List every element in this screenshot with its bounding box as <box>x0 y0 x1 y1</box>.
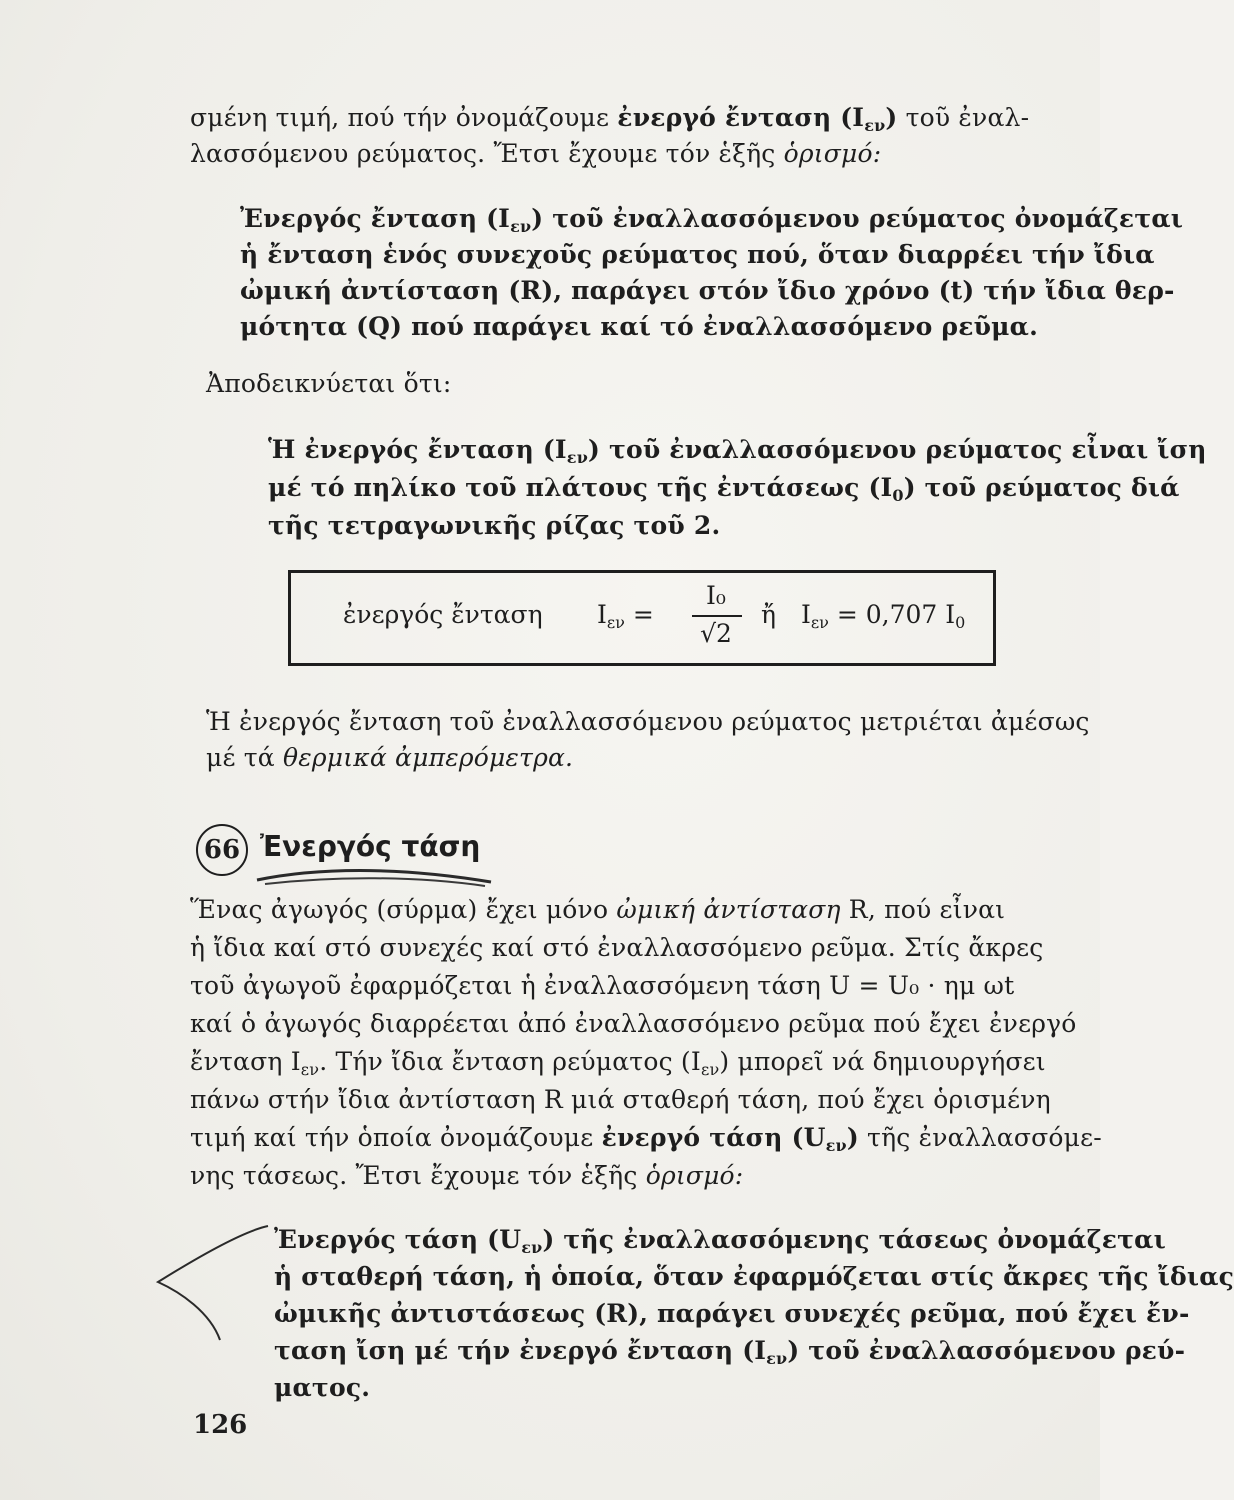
formula-box <box>288 570 996 666</box>
formula-rhs: $I_{\varepsilon\nu} = 0,707$ $I_0$ <box>801 600 966 632</box>
formula-label: ἐνεργός ἔνταση <box>343 600 543 629</box>
formula-lhs: $I_{\varepsilon\nu}$ = <box>597 600 654 632</box>
definition-voltage-line-2: ἡ σταθερή τάση, ἡ ὁποία, ὅταν ἐφαρμόζεται στίς ἄκρες τῆς ἴδιας <box>274 1262 1234 1291</box>
formula-numerator: I₀ <box>706 581 726 610</box>
definition-voltage-line-1: Ἐνεργός τάση $(U_{\varepsilon\nu})$ τῆς ἐναλλασσόμενης τάσεως ὀνομάζεται <box>274 1225 1166 1257</box>
fraction-bar <box>692 615 742 617</box>
theorem-line-2: μέ τό πηλίκο τοῦ πλάτους τῆς ἐντάσεως $(I_0)$ τοῦ ρεύματος διά <box>268 473 1180 505</box>
theorem-line-3: τῆς τετραγωνικῆς ρίζας τοῦ 2. <box>268 511 721 540</box>
section-body-line-1: Ἕνας ἀγωγός (σύρμα) ἔχει μόνο ὠμική ἀντίσταση R, πού εἶναι <box>190 895 1006 924</box>
section-body-line-2: ἡ ἴδια καί στό συνεχές καί στό ἐναλλασσόμενο ρεῦμα. Στίς ἄκρες <box>190 933 1044 962</box>
theorem-line-1: Ἡ ἐνεργός ἔνταση $(I_{\varepsilon\nu})$ τοῦ ἐναλλασσόμενου ρεύματος εἶναι ἴση <box>268 435 1207 467</box>
section-title: Ἐνεργός τάση <box>260 830 481 863</box>
formula-or: ἤ <box>761 600 776 629</box>
pencil-bracket-mark <box>150 1222 270 1342</box>
intro-line-1: σμένη τιμή, πού τήν ὀνομάζουμε ἐνεργό ἔνταση $(I_{\varepsilon\nu})$ τοῦ ἐναλ- <box>190 103 1030 135</box>
definition-current-line-3: ὠμική ἀντίσταση (R), παράγει στόν ἴδιο χρόνο (t) τήν ἴδια θερ- <box>240 276 1175 305</box>
section-body-line-5: ἔνταση $I_{\varepsilon\nu}$. Τήν ἴδια ἔνταση ρεύματος $(I_{\varepsilon\nu})$ μπορεῖ νά δημιουργήσει <box>190 1047 1046 1079</box>
section-body-line-7: τιμή καί τήν ὁποία ὀνομάζουμε ἐνεργό τάση $(U_{\varepsilon\nu})$ τῆς ἐναλλασσόμε- <box>190 1123 1102 1155</box>
section-number: 66 <box>196 824 248 876</box>
section-body-line-6: πάνω στήν ἴδια ἀντίσταση R μιά σταθερή τάση, πού ἔχει ὁρισμένη <box>190 1085 1051 1114</box>
definition-current-line-2: ἡ ἔνταση ἑνός συνεχοῦς ρεύματος πού, ὅταν διαρρέει τήν ἴδια <box>240 240 1155 269</box>
measurement-line-2: μέ τά θερμικά ἀμπερόμετρα. <box>206 743 574 772</box>
section-body-line-8: νης τάσεως. Ἔτσι ἔχουμε τόν ἑξῆς ὁρισμό: <box>190 1161 744 1190</box>
page-number: 126 <box>193 1410 248 1440</box>
pencil-underline-mark <box>255 862 495 892</box>
definition-voltage-line-5: ματος. <box>274 1373 371 1402</box>
definition-current-line-4: μότητα (Q) πού παράγει καί τό ἐναλλασσόμενο ρεῦμα. <box>240 312 1039 341</box>
section-body-line-3: τοῦ ἀγωγοῦ ἐφαρμόζεται ἡ ἐναλλασσόμενη τάση U = U₀ · ημ ωt <box>190 971 1015 1000</box>
measurement-line-1: Ἡ ἐνεργός ἔνταση τοῦ ἐναλλασσόμενου ρεύματος μετριέται ἀμέσως <box>206 707 1090 736</box>
definition-voltage-line-3: ὠμικῆς ἀντιστάσεως (R), παράγει συνεχές ρεῦμα, πού ἔχει ἔν- <box>274 1299 1190 1328</box>
definition-voltage-line-4: ταση ἴση μέ τήν ἐνεργό ἔνταση $(I_{\varepsilon\nu})$ τοῦ ἐναλλασσόμενου ρεύ- <box>274 1336 1186 1368</box>
section-body-line-4: καί ὁ ἀγωγός διαρρέεται ἀπό ἐναλλασσόμενο ρεῦμα πού ἔχει ἐνεργό <box>190 1009 1077 1038</box>
proof-intro: Ἀποδεικνύεται ὅτι: <box>206 369 452 398</box>
formula-denominator: √2 <box>700 619 732 648</box>
definition-current-line-1: Ἐνεργός ἔνταση $(I_{\varepsilon\nu})$ τοῦ ἐναλλασσόμενου ρεύματος ὀνομάζεται <box>240 204 1184 236</box>
intro-line-2: λασσόμενου ρεύματος. Ἔτσι ἔχουμε τόν ἑξῆς ὁρισμό: <box>190 139 882 168</box>
